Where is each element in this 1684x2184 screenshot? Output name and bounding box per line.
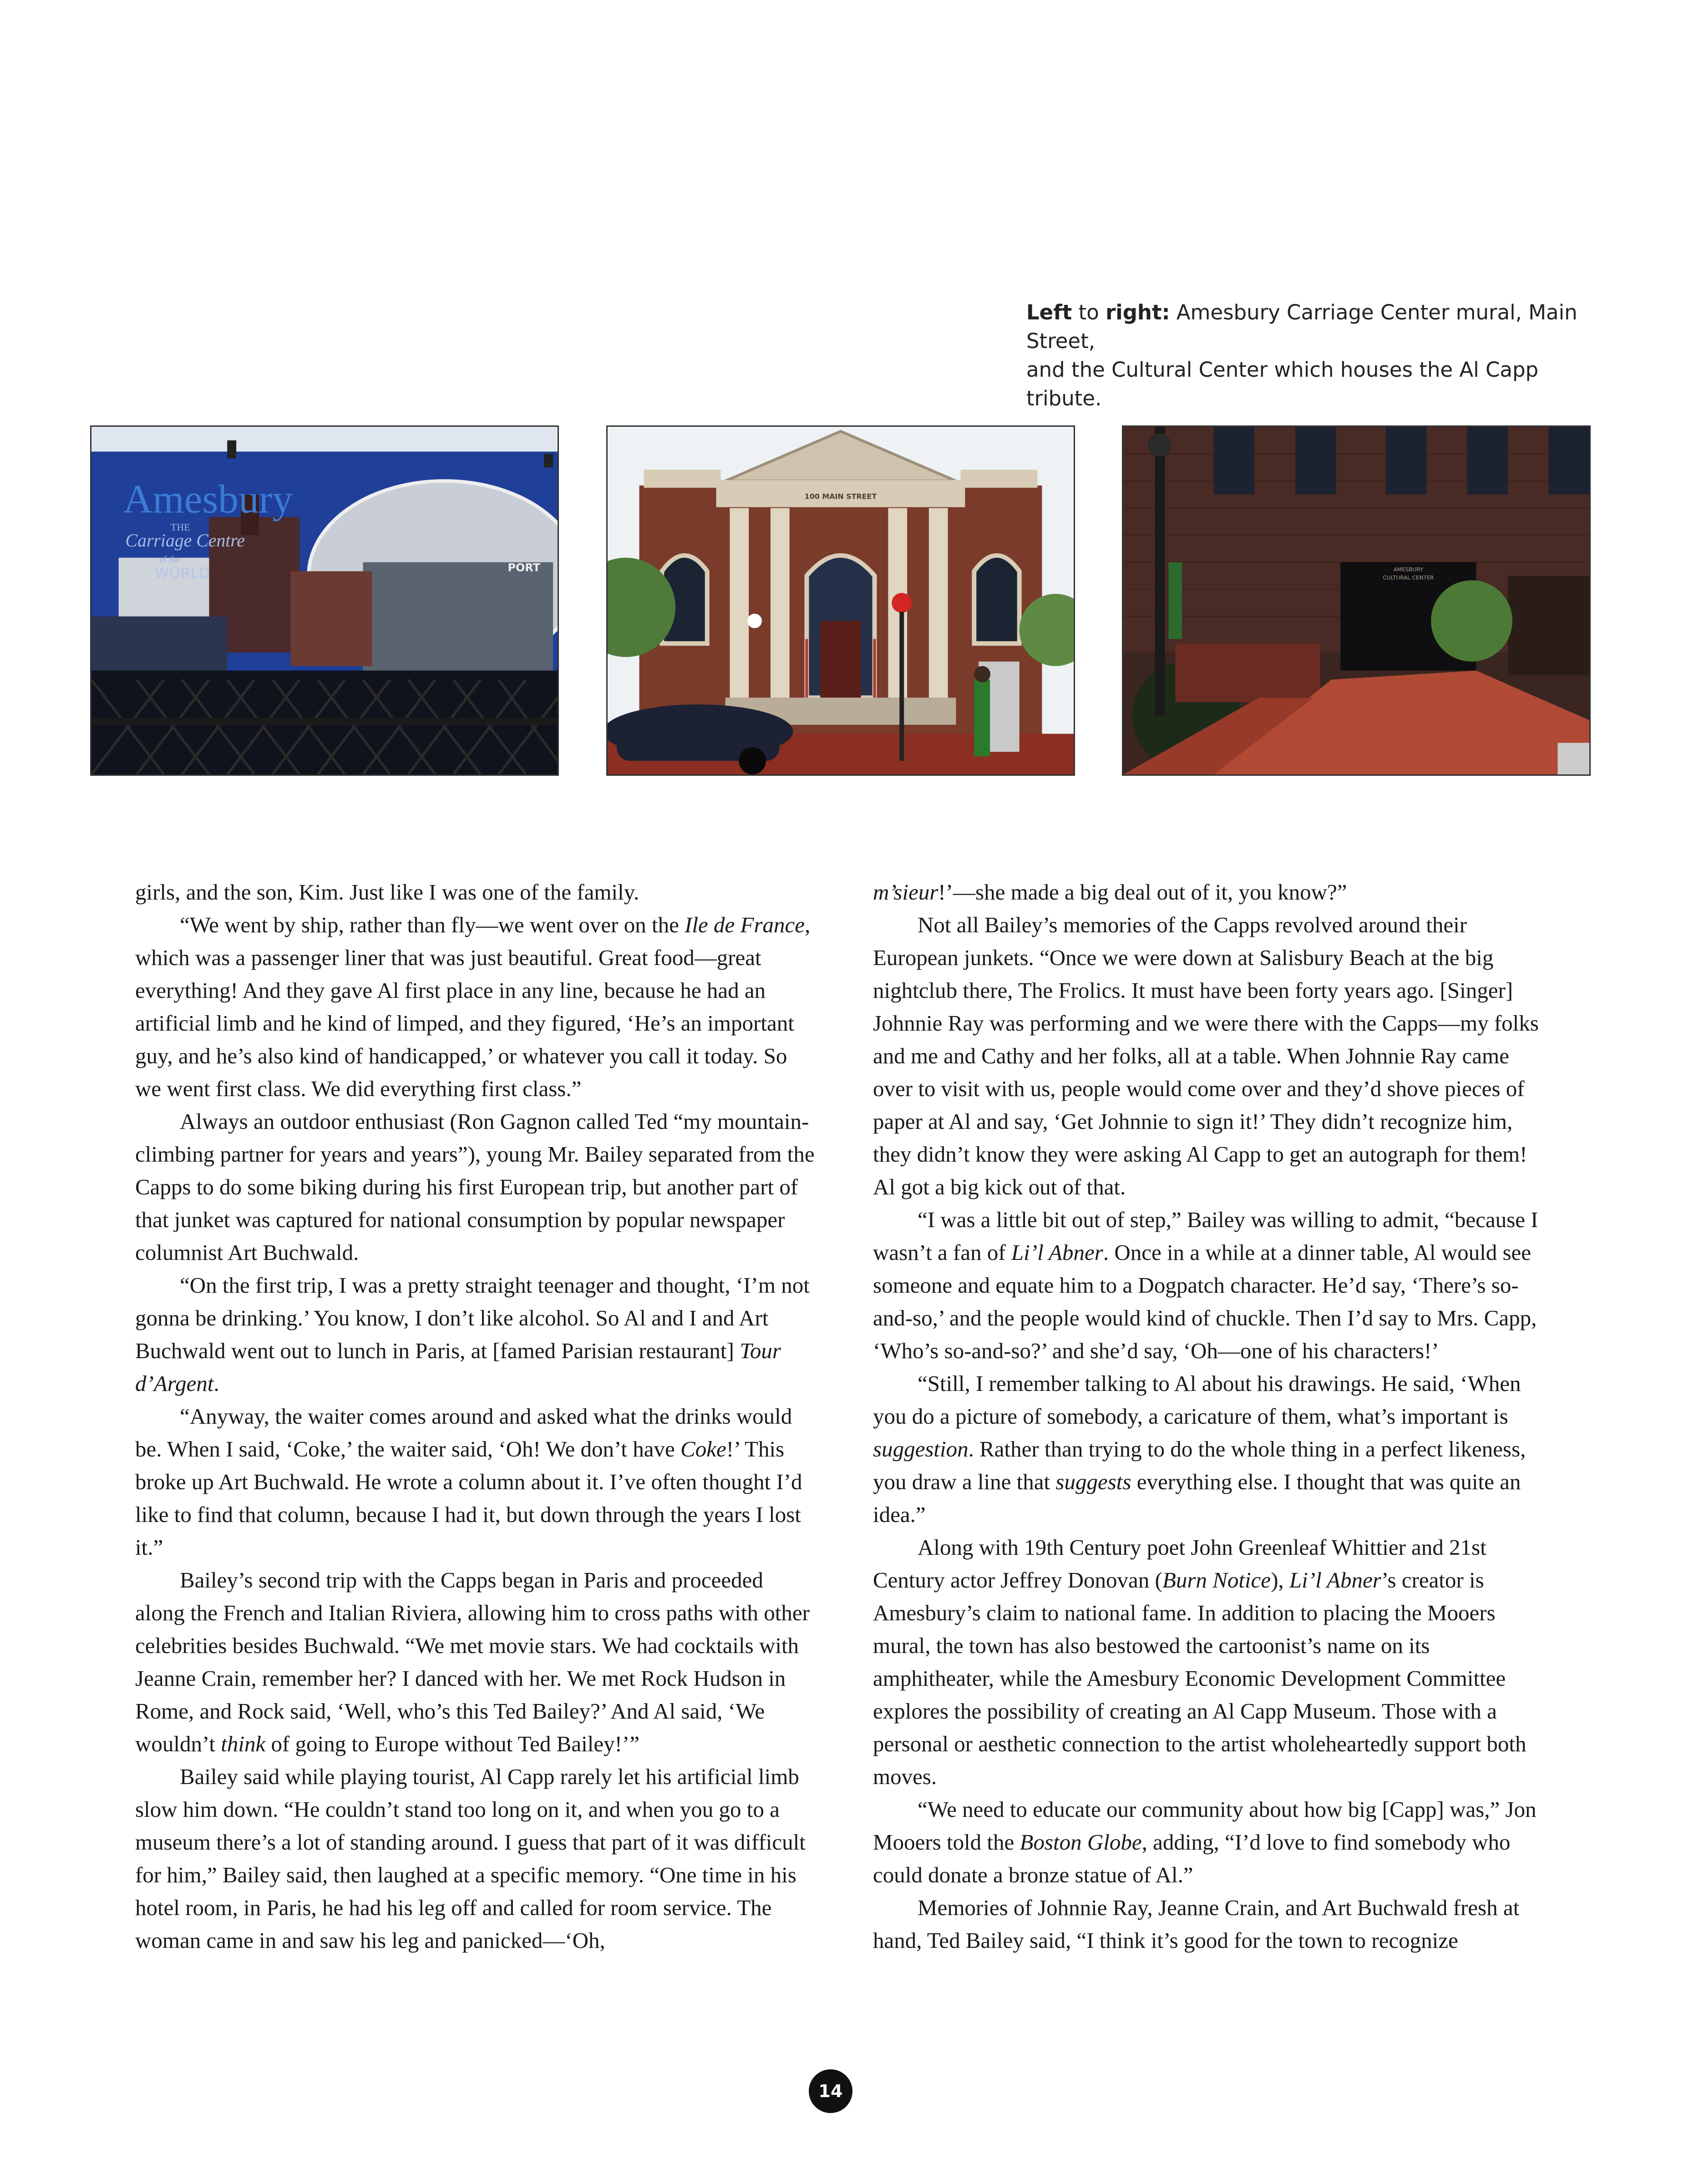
- mural-sign-world: WORLD: [155, 565, 210, 582]
- italic-text: suggests: [1055, 1469, 1131, 1494]
- italic-text: Li’l Abner: [1289, 1567, 1381, 1592]
- paragraph: [135, 1400, 816, 1564]
- text-run: , which was a passenger liner that was just beautiful. Great food—great everything! And they gave Al first place in any line, because he had an artificial limb and he kind of limped, and they figured, ‘He’s an important guy, and he’s also kind of handicapped,’ or whatever you call it today. So we went first class. We did everything first class.”: [135, 912, 811, 1101]
- center-sign-line2: CULTURAL CENTER: [1383, 574, 1434, 581]
- paragraph: [873, 1367, 1553, 1531]
- text-run: .: [213, 1371, 219, 1396]
- text-run: Bailey’s second trip with the Capps began in Paris and proceeded along the French and Italian Riviera, allowing him to cross paths with other celebrities besides Buchwald. “We met movie stars. We had cocktails with Jeanne Crain, remember her? I danced with her. We met Rock Hudson in Rome, and Rock said, ‘Well, who’s this Ted Bailey?’ And Al said, ‘We wouldn’t: [135, 1567, 810, 1756]
- text-run: Not all Bailey’s memories of the Capps revolved around their European junkets. “Once we were down at Salisbury Beach at the big nightclub there, The Frolics. It must have been forty years ago. [Singer] Johnnie Ray was performing and we were there with the Capps—my folks and me and Cathy and her folks, all at a table. When Johnnie Ray came over to visit with us, people would come over and they’d shove pieces of paper at Al and say, ‘Get Johnnie to sign it!’ They didn’t recognize him, they didn’t know they were asking Al Capp to get an autograph for them! Al got a big kick out of that.: [873, 912, 1539, 1199]
- mural-sign-title: Amesbury: [123, 476, 293, 522]
- photo-cultural-center: [1122, 425, 1591, 776]
- page-number: 14: [809, 2069, 852, 2113]
- text-run: . Rather than trying to do the whole thing in a perfect likeness, you draw a line that: [873, 1436, 1526, 1494]
- text-run: “I was a little bit out of step,” Bailey was willing to admit, “because I wasn’t a fan of: [873, 1207, 1538, 1265]
- paragraph: [873, 1531, 1553, 1793]
- caption-text: Amesbury Carriage Center mural, Main Street,: [1026, 300, 1577, 353]
- caption-to: to: [1072, 300, 1106, 324]
- mural-sign-port: PORT: [507, 561, 540, 574]
- text-run: ’s creator is Amesbury’s claim to national fame. In addition to placing the Mooers mural, the town has also bestowed the cartoonist’s name on its amphitheater, while the Amesbury Economic Development Committee explores the possibility of creating an Al Capp Museum. Those with a personal or aesthetic connection to the artist wholeheartedly support both moves.: [873, 1567, 1527, 1789]
- photo-carriage-center-mural: [90, 425, 559, 776]
- text-run: !’ This broke up Art Buchwald. He wrote a column about it. I’ve often thought I’d like to find that column, because I had it, but down through the years I lost it.”: [135, 1436, 802, 1560]
- italic-text: m’sieur: [873, 880, 938, 905]
- paragraph: [873, 876, 1553, 909]
- text-run: . Once in a while at a dinner table, Al would see someone and equate him to a Dogpatch character. He’d say, ‘There’s so-and-so,’ and the people would kind of chuckle. Then I’d say to Mrs. Capp, ‘Who’s so-and-so?’ and she’d say, ‘Oh—one of his characters!’: [873, 1240, 1537, 1363]
- paragraph: [135, 1269, 816, 1400]
- text-run: Bailey said while playing tourist, Al Capp rarely let his artificial limb slow him down. “He couldn’t stand too long on it, and when you go to a museum there’s a lot of standing around. I guess that part of it was difficult for him,” Bailey said, then laughed at a specific memory. “One time in his hotel room, in Paris, he had his leg off and called for room service. The woman came in and saw his leg and panicked—‘Oh,: [135, 1764, 806, 1953]
- paragraph: [135, 909, 816, 1105]
- italic-text: Burn Notice: [1162, 1567, 1271, 1592]
- text-run: “Still, I remember talking to Al about his drawings. He said, ‘When you do a picture of somebody, a caricature of them, what’s important is: [873, 1371, 1521, 1429]
- text-run: ),: [1271, 1567, 1289, 1592]
- text-run: !’—she made a big deal out of it, you know?”: [938, 880, 1347, 905]
- italic-text: Ile de France: [685, 912, 805, 937]
- text-run: , adding, “I’d love to find somebody who could donate a bronze statue of Al.”: [873, 1830, 1511, 1887]
- text-run: Along with 19th Century poet John Greenleaf Whittier and 21st Century actor Jeffrey Donovan (: [873, 1535, 1486, 1592]
- center-sign-line1: AMESBURY: [1393, 566, 1423, 573]
- caption-line-2: and the Cultural Center which houses the Al Capp tribute.: [1026, 358, 1539, 410]
- paragraph: [135, 1760, 816, 1957]
- paragraph: [135, 876, 816, 909]
- caption-lead-right: right:: [1106, 300, 1170, 324]
- italic-text: Tour d’Argent: [135, 1338, 781, 1396]
- italic-text: think: [221, 1731, 266, 1756]
- mural-sign-the: THE: [170, 522, 190, 533]
- text-run: “We went by ship, rather than fly—we went over on the: [180, 912, 685, 937]
- paragraph: [135, 1564, 816, 1760]
- italic-text: Coke: [680, 1436, 726, 1461]
- photo-main-street: [606, 425, 1075, 776]
- building-frieze: 100 MAIN STREET: [804, 492, 877, 501]
- caption-lead: Left: [1026, 300, 1072, 324]
- italic-text: suggestion: [873, 1436, 969, 1461]
- text-run: Memories of Johnnie Ray, Jeanne Crain, and Art Buchwald fresh at hand, Ted Bailey said, “I think it’s good for the town to recognize: [873, 1895, 1520, 1953]
- text-run: Always an outdoor enthusiast (Ron Gagnon called Ted “my mountain-climbing partner for years and years”), young Mr. Bailey separated from the Capps to do some biking during his first European trip, but another part of that junket was captured for national consumption by popular newspaper columnist Art Buchwald.: [135, 1109, 815, 1265]
- mural-sign-subtitle: Carriage Centre: [125, 530, 245, 551]
- text-run: of going to Europe without Ted Bailey!’”: [265, 1731, 639, 1756]
- article-column-left: [135, 876, 816, 1957]
- text-run: everything else. I thought that was quite an idea.”: [873, 1469, 1521, 1527]
- text-run: “Anyway, the waiter comes around and asked what the drinks would be. When I said, ‘Coke,’ the waiter said, ‘Oh! We don’t have: [135, 1404, 792, 1461]
- paragraph: [873, 909, 1553, 1203]
- text-run: “On the first trip, I was a pretty straight teenager and thought, ‘I’m not gonna be drinking.’ You know, I don’t like alcohol. So Al and I and Art Buchwald went out to lunch in Paris, at [famed Parisian restaurant]: [135, 1273, 810, 1363]
- text-run: girls, and the son, Kim. Just like I was one of the family.: [135, 880, 639, 905]
- caption-line-1: [1026, 298, 1600, 355]
- paragraph: [873, 1203, 1553, 1367]
- article-column-right: [873, 876, 1553, 1957]
- italic-text: Li’l Abner: [1011, 1240, 1103, 1265]
- paragraph: [135, 1105, 816, 1269]
- photo-caption: [1026, 298, 1600, 413]
- italic-text: Boston Globe: [1020, 1830, 1142, 1855]
- paragraph: [873, 1793, 1553, 1891]
- mural-sign-of-the: of the: [159, 554, 180, 565]
- paragraph: [873, 1891, 1553, 1957]
- text-run: “We need to educate our community about how big [Capp] was,” Jon Mooers told the: [873, 1797, 1537, 1855]
